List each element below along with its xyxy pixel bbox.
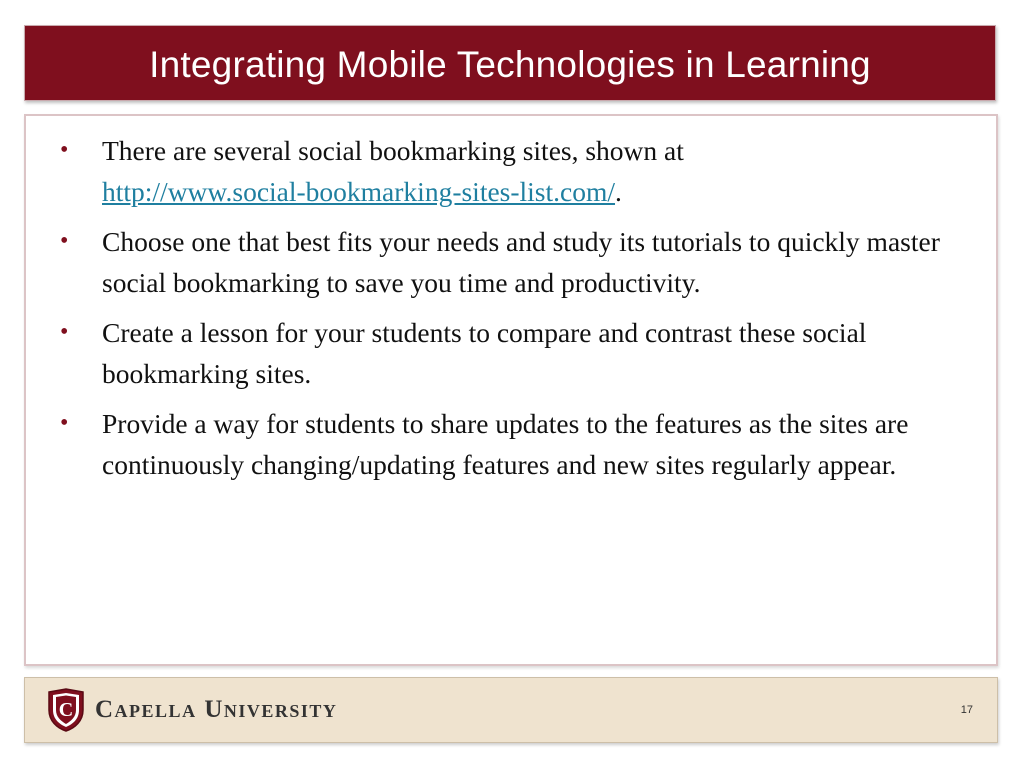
svg-text:C: C [58,699,74,721]
bullet-icon: • [60,228,69,254]
bullet-item-3 [60,312,950,394]
bullet-item-2 [60,221,950,303]
slide-title: Integrating Mobile Technologies in Learning [149,44,871,85]
bullet-text: Provide a way for students to share updates to the features as the sites are continuously changing/updating features and new sites regularly appear. [102,408,909,480]
bookmarking-sites-link[interactable]: http://www.social-bookmarking-sites-list.com/ [102,176,616,207]
bullet-icon: • [60,137,69,163]
bullet-icon: • [60,410,69,436]
capella-logo [47,688,337,732]
bullet-list [60,130,950,494]
bullet-text: Create a lesson for your students to compare and contrast these social bookmarking sites. [102,317,867,389]
bullet-item-4 [60,403,950,485]
capella-shield-icon [47,688,85,732]
content-box [24,114,998,666]
page-number: 17 [960,704,973,716]
footer-bar [24,677,998,743]
bullet-text: Choose one that best fits your needs and study its tutorials to quickly master social bookmarking to save you time and productivity. [102,226,940,298]
bullet-text: There are several social bookmarking sites, shown at [102,135,684,166]
logo-text: Capella University [95,696,338,723]
bullet-item-1 [60,130,950,212]
title-bar [24,25,996,101]
bullet-text-end: . [615,176,622,207]
bullet-icon: • [60,319,69,345]
